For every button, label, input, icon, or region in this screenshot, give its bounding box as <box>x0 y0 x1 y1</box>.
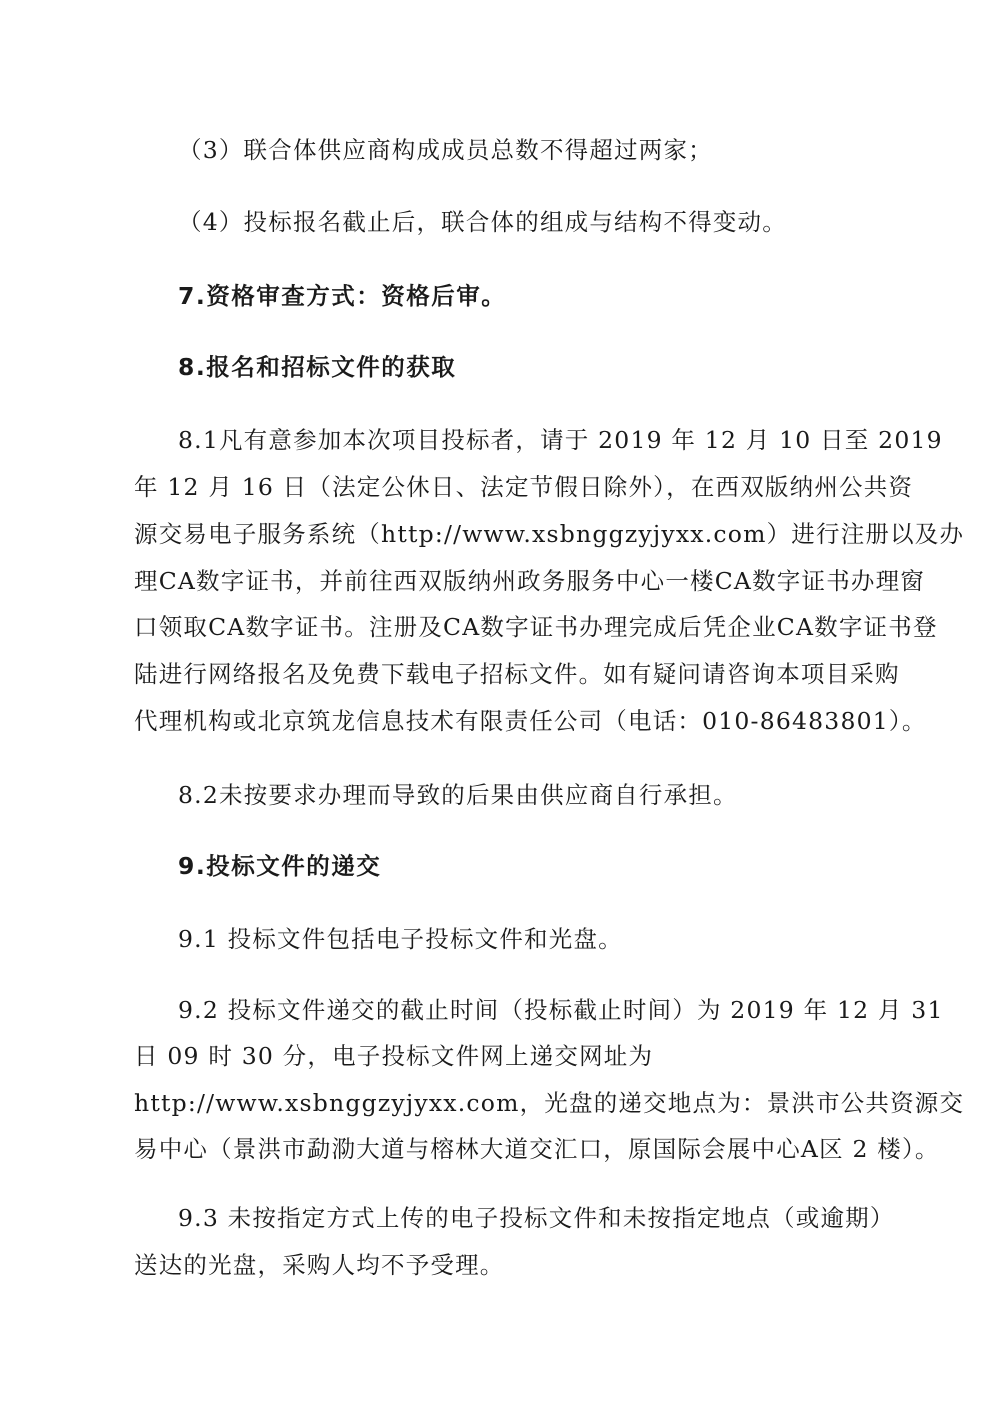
para-8-1-line-5: 口领取CA数字证书。注册及CA数字证书办理完成后凭企业CA数字证书登 <box>134 613 938 641</box>
para-8-1-line-3: 源交易电子服务系统（http://www.xsbnggzyjyxx.com）进行注册以及办 <box>134 520 965 548</box>
para-9-2-line-3: http://www.xsbnggzyjyxx.com，光盘的递交地点为：景洪市公共资源交 <box>134 1089 965 1117</box>
section-9-heading: 9.投标文件的递交 <box>178 852 382 880</box>
para-8-1-line-7: 代理机构或北京筑龙信息技术有限责任公司（电话：010-86483801）。 <box>134 707 927 735</box>
clause-3-text: （3）联合体供应商构成成员总数不得超过两家； <box>178 136 713 164</box>
para-9-2-line-4: 易中心（景洪市勐泐大道与榕林大道交汇口，原国际会展中心A区 2 楼）。 <box>134 1135 940 1163</box>
para-9-3-line-1: 9.3 未按指定方式上传的电子投标文件和未按指定地点（或逾期） <box>178 1204 895 1232</box>
para-8-2-text: 8.2未按要求办理而导致的后果由供应商自行承担。 <box>178 781 738 809</box>
section-8-heading: 8.报名和招标文件的获取 <box>178 353 457 381</box>
para-9-2-line-2: 日 09 时 30 分，电子投标文件网上递交网址为 <box>134 1042 654 1070</box>
para-8-1-line-4: 理CA数字证书，并前往西双版纳州政务服务中心一楼CA数字证书办理窗 <box>134 567 926 595</box>
section-7-heading: 7.资格审查方式：资格后审。 <box>178 282 507 310</box>
clause-4-text: （4）投标报名截止后，联合体的组成与结构不得变动。 <box>178 208 787 236</box>
para-8-1-line-1: 8.1凡有意参加本次项目投标者，请于 2019 年 12 月 10 日至 2019 <box>178 426 943 454</box>
para-9-2-line-1: 9.2 投标文件递交的截止时间（投标截止时间）为 2019 年 12 月 31 <box>178 996 944 1024</box>
para-8-1-line-2: 年 12 月 16 日（法定公休日、法定节假日除外），在西双版纳州公共资 <box>134 473 914 501</box>
para-9-1-text: 9.1 投标文件包括电子投标文件和光盘。 <box>178 925 623 953</box>
para-9-3-line-2: 送达的光盘，采购人均不予受理。 <box>134 1251 505 1279</box>
para-8-1-line-6: 陆进行网络报名及免费下载电子招标文件。如有疑问请咨询本项目采购 <box>134 660 900 688</box>
